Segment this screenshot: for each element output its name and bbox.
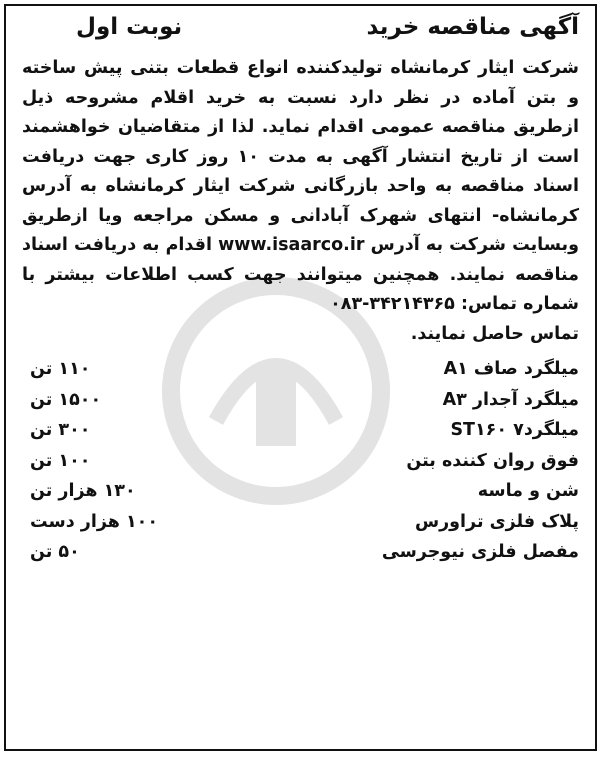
item-name: فوق روان کننده بتن <box>406 450 579 471</box>
list-item <box>22 537 579 568</box>
list-item <box>22 354 579 385</box>
item-quantity: ۱۰۰ تن <box>30 450 91 471</box>
list-item <box>22 415 579 446</box>
item-quantity: ۱۵۰۰ تن <box>30 389 102 410</box>
website-url: www.isaarco.ir <box>218 235 365 255</box>
list-item <box>22 476 579 507</box>
ad-frame <box>4 4 597 751</box>
item-name: میلگرد آجدار A۳ <box>442 389 579 410</box>
ad-title: آگهی مناقصه خرید <box>366 14 579 40</box>
item-name: میلگرد صاف A۱ <box>443 359 579 379</box>
item-quantity: ۵۰ تن <box>30 542 80 562</box>
item-list <box>22 354 579 568</box>
body-after-url: اقدام به دریافت اسناد مناقصه نمایند. همچنین میتوانند جهت کسب اطلاعات بیشتر با شماره تماس: <box>22 235 579 314</box>
phone-number: ۰۸۳-۳۴۲۱۴۳۶۵ <box>330 294 455 314</box>
item-name: مفصل فلزی نیوجرسی <box>381 542 579 562</box>
item-name: شن و ماسه <box>477 481 579 501</box>
item-quantity: ۱۱۰ تن <box>30 359 91 379</box>
ad-body <box>22 54 579 349</box>
list-item <box>22 507 579 538</box>
item-quantity: ۱۰۰ هزار دست <box>30 511 159 532</box>
item-name: پلاک فلزی تراورس <box>414 511 579 532</box>
body-end: تماس حاصل نمایند. <box>410 323 579 344</box>
list-item <box>22 446 579 477</box>
ad-header <box>22 14 579 54</box>
item-quantity: ۳۰۰ تن <box>30 420 91 440</box>
body-before-url: شرکت ایثار کرمانشاه تولیدکننده انواع قطعات بتنی پیش ساخته و بتن آماده در نظر دارد نسبت به خرید اقلام مشروحه ذیل ازطریق مناقصه عمومی اقدام نماید. لذا از متقاضیان خواهشمند است از تاریخ انتشار آگهی به مدت ۱۰ روز کاری جهت دریافت اسناد مناقصه به واحد بازرگانی شرکت ایثار کرمانشاه به آدرس کرمانشاه- انتهای شهرک آبادانی و مسکن مراجعه ویا ازطریق وبسایت شرکت به آدرس <box>22 58 580 255</box>
list-item <box>22 385 579 416</box>
item-quantity: ۱۳۰ هزار تن <box>30 481 136 501</box>
item-name: میلگرد۷ ST۱۶۰ <box>450 420 579 440</box>
tender-advertisement <box>22 14 579 568</box>
ad-round: نوبت اول <box>76 14 183 40</box>
